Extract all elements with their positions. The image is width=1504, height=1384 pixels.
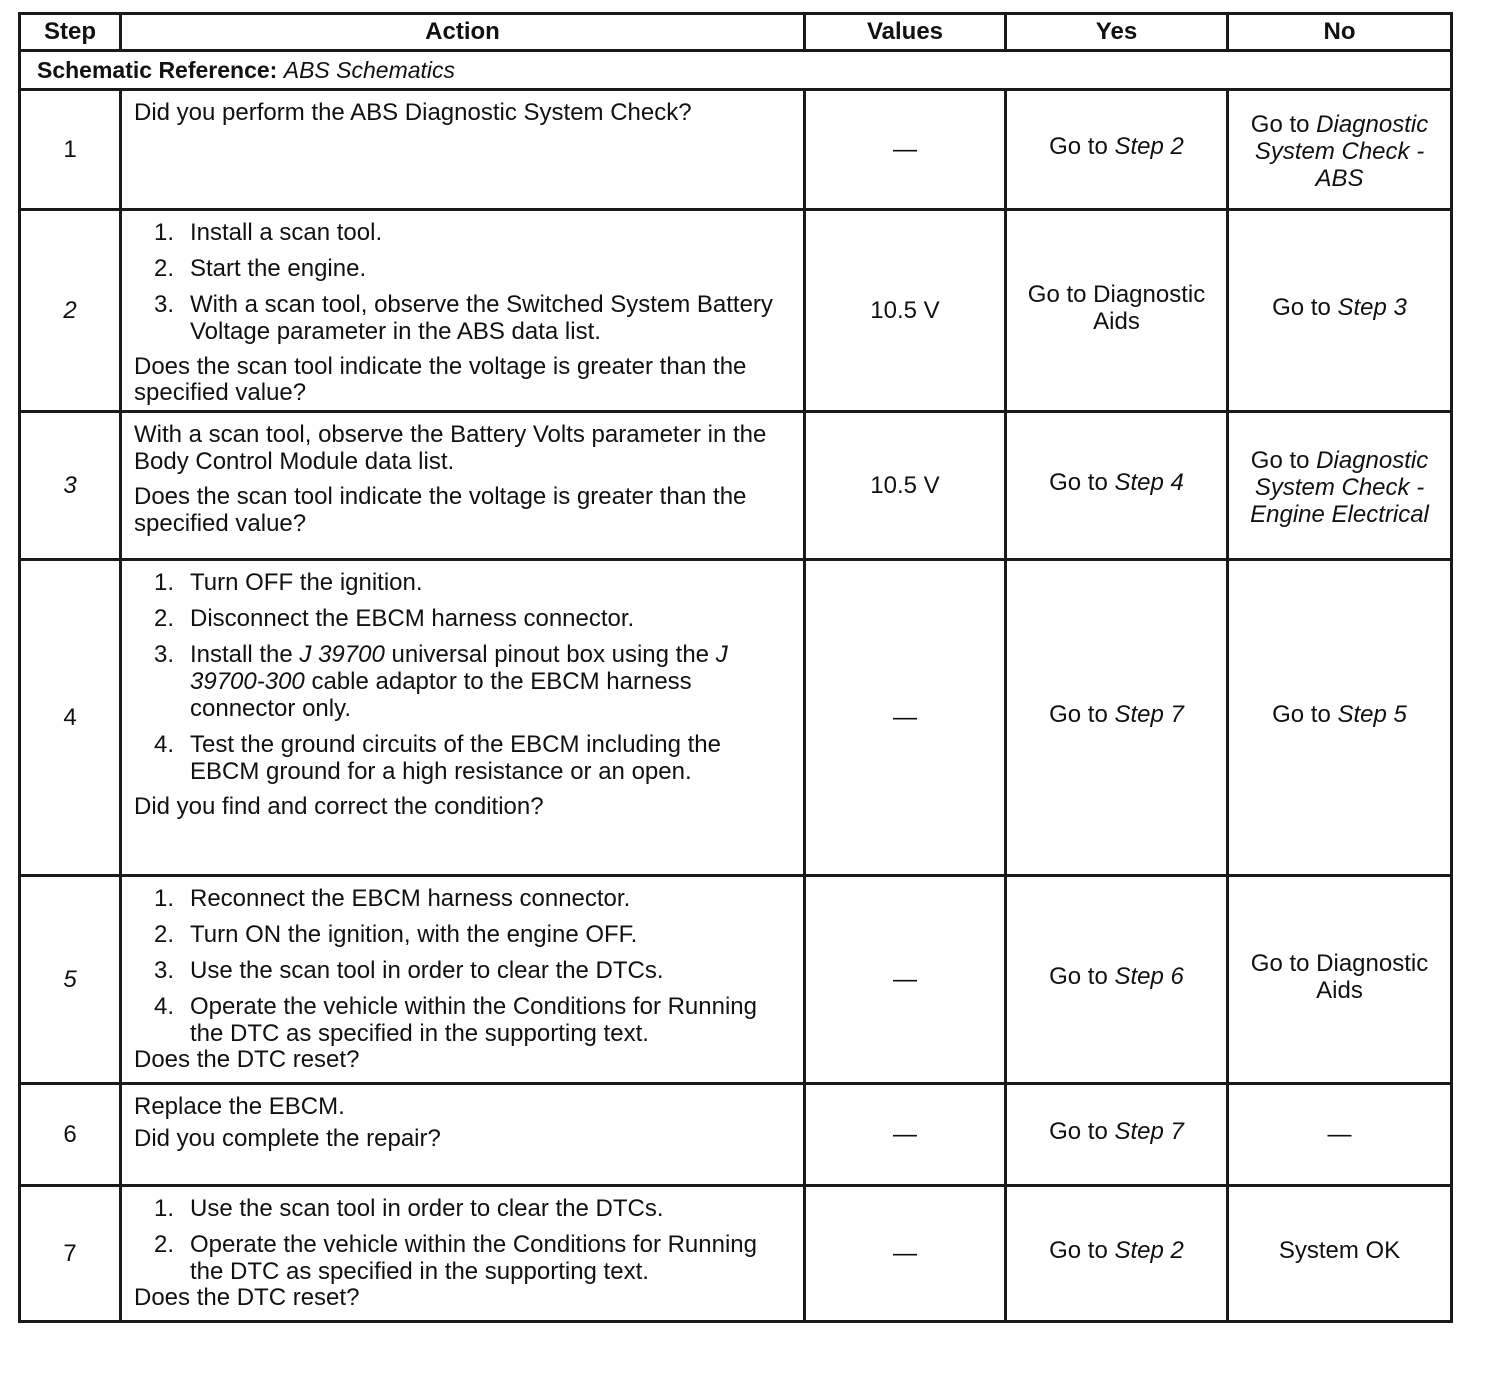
list-item: 2. Operate the vehicle within the Conditions for Running the DTC as specified in the supporting text.: [154, 1231, 757, 1285]
yes-prefix: Go to: [1049, 701, 1108, 728]
list-item: 2. Start the engine.: [154, 255, 367, 282]
yes-cell: [1006, 1186, 1228, 1322]
step-number: 2: [20, 210, 121, 412]
action-question: Did you find and correct the condition?: [134, 793, 544, 820]
action-cell: [121, 210, 805, 412]
table-row-step-2: [20, 210, 1452, 412]
no-cell: [1228, 412, 1452, 560]
values-cell: —: [805, 876, 1006, 1084]
no-cell: —: [1228, 1084, 1452, 1186]
action-cell: [121, 560, 805, 876]
header-action: Action: [121, 14, 805, 51]
no-prefix: Go to: [1272, 294, 1331, 321]
no-link[interactable]: Diagnostic System Check - Engine Electrical: [1250, 447, 1429, 528]
action-cell: [121, 90, 805, 210]
yes-link[interactable]: Step 2: [1114, 1237, 1184, 1264]
action-question: Does the scan tool indicate the voltage is greater than the specified value?: [134, 353, 747, 406]
list-item: 3. Use the scan tool in order to clear the DTCs.: [154, 957, 664, 984]
yes-link[interactable]: Step 7: [1114, 1118, 1184, 1145]
yes-prefix: Go to: [1049, 963, 1108, 990]
table-row-step-1: [20, 90, 1452, 210]
list-item: 1. Install a scan tool.: [154, 219, 383, 246]
values-cell: 10.5 V: [805, 412, 1006, 560]
schematic-reference-label: Schematic Reference:: [37, 56, 278, 83]
list-item: 1. Turn OFF the ignition.: [154, 569, 423, 596]
no-prefix: Go to: [1250, 111, 1310, 138]
yes-link[interactable]: Step 6: [1114, 963, 1184, 990]
header-yes: Yes: [1006, 14, 1228, 51]
header-step: Step: [20, 14, 121, 51]
tool-reference[interactable]: J 39700-300: [190, 641, 728, 695]
tool-reference[interactable]: J 39700: [299, 641, 385, 668]
header-values: Values: [805, 14, 1006, 51]
no-link[interactable]: Diagnostic System Check - ABS: [1254, 111, 1429, 192]
yes-cell: [1006, 210, 1228, 412]
yes-cell: [1006, 1084, 1228, 1186]
step-number: 4: [20, 560, 121, 876]
schematic-reference-row: [20, 51, 1452, 90]
action-question: Does the DTC reset?: [134, 1046, 360, 1073]
action-question: Did you complete the repair?: [134, 1125, 441, 1152]
action-question: Does the scan tool indicate the voltage is greater than the specified value?: [134, 483, 747, 537]
no-cell: [1228, 210, 1452, 412]
list-item: 3. With a scan tool, observe the Switched System Battery Voltage parameter in the ABS data list.: [154, 291, 773, 345]
table-row-step-4: [20, 560, 1452, 876]
action-list: [134, 1195, 793, 1285]
action-list: [134, 569, 793, 794]
no-link[interactable]: Step 3: [1337, 294, 1407, 321]
values-cell: —: [805, 90, 1006, 210]
no-cell: [1228, 1186, 1452, 1322]
no-result: System OK: [1278, 1237, 1401, 1264]
diagnostic-table: [18, 12, 1453, 1323]
yes-link[interactable]: Go to Diagnostic Aids: [1027, 280, 1206, 335]
action-cell: [121, 1186, 805, 1322]
schematic-reference-link[interactable]: ABS Schematics: [283, 56, 456, 83]
action-cell: [121, 412, 805, 560]
values-cell: —: [805, 560, 1006, 876]
action-text: Replace the EBCM.: [134, 1093, 345, 1120]
list-item: 2. Turn ON the ignition, with the engine OFF.: [154, 921, 638, 948]
list-item: 1. Reconnect the EBCM harness connector.: [154, 885, 631, 912]
list-item: 4. Test the ground circuits of the EBCM including the EBCM ground for a high resistance or an open.: [154, 731, 721, 785]
step-number: 7: [20, 1186, 121, 1322]
values-cell: 10.5 V: [805, 210, 1006, 412]
list-item: 1. Use the scan tool in order to clear the DTCs.: [154, 1195, 664, 1222]
table-row-step-3: [20, 412, 1452, 560]
yes-link[interactable]: Step 4: [1114, 469, 1184, 496]
action-list: [134, 219, 793, 354]
yes-link[interactable]: Step 2: [1114, 133, 1184, 160]
yes-prefix: Go to: [1049, 133, 1108, 160]
action-cell: [121, 876, 805, 1084]
action-list: [134, 885, 793, 1047]
table-row-step-6: [20, 1084, 1452, 1186]
list-item: 2. Disconnect the EBCM harness connector.: [154, 605, 635, 632]
table-row-step-7: [20, 1186, 1452, 1322]
action-cell: [121, 1084, 805, 1186]
action-question: Does the DTC reset?: [134, 1284, 360, 1311]
yes-prefix: Go to: [1049, 1118, 1108, 1145]
no-link[interactable]: Step 5: [1337, 701, 1407, 728]
no-cell: [1228, 876, 1452, 1084]
yes-cell: [1006, 876, 1228, 1084]
yes-cell: [1006, 412, 1228, 560]
no-prefix: Go to: [1250, 447, 1310, 474]
header-row: [20, 14, 1452, 51]
no-cell: [1228, 90, 1452, 210]
no-prefix: Go to: [1272, 701, 1331, 728]
action-text: Did you perform the ABS Diagnostic System Check?: [134, 99, 692, 126]
yes-cell: [1006, 90, 1228, 210]
schematic-reference: [20, 51, 1452, 90]
table-row-step-5: [20, 876, 1452, 1084]
yes-prefix: Go to: [1049, 469, 1108, 496]
list-item: 3. Install the J 39700 universal pinout box using the J 39700-300 cable adaptor to the EBCM harness connector only.: [154, 641, 728, 722]
step-number: 5: [20, 876, 121, 1084]
yes-link[interactable]: Step 7: [1114, 701, 1184, 728]
values-cell: —: [805, 1186, 1006, 1322]
no-cell: [1228, 560, 1452, 876]
step-number: 3: [20, 412, 121, 560]
action-text: With a scan tool, observe the Battery Volts parameter in the Body Control Module data list.: [134, 421, 767, 475]
values-cell: —: [805, 1084, 1006, 1186]
yes-prefix: Go to: [1049, 1237, 1108, 1264]
header-no: No: [1228, 14, 1452, 51]
step-number: 1: [20, 90, 121, 210]
list-item: 4. Operate the vehicle within the Conditions for Running the DTC as specified in the supporting text.: [154, 993, 757, 1047]
no-link[interactable]: Go to Diagnostic Aids: [1250, 949, 1429, 1004]
yes-cell: [1006, 560, 1228, 876]
step-number: 6: [20, 1084, 121, 1186]
